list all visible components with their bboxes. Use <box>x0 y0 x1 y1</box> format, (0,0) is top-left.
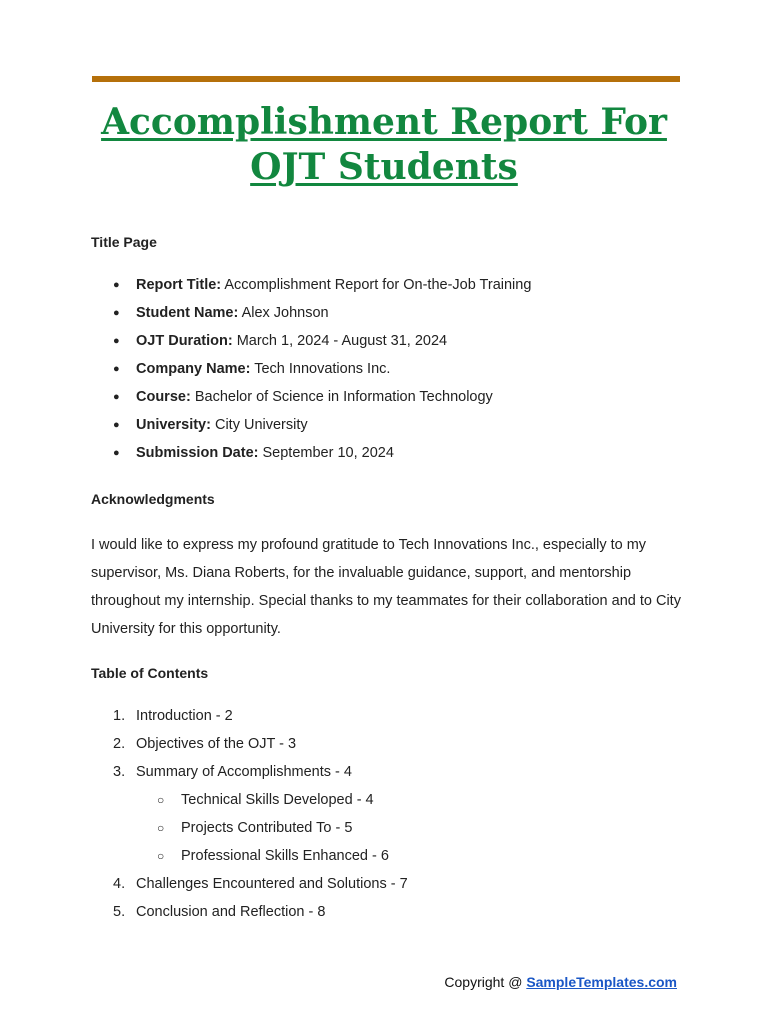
list-item <box>91 299 531 327</box>
toc-subentry <box>91 842 408 870</box>
toc-subentry <box>91 814 408 842</box>
title-page-heading: Title Page <box>91 234 157 250</box>
field-value: Tech Innovations Inc. <box>254 361 391 377</box>
document-title: Accomplishment Report For OJT Students <box>101 101 667 188</box>
field-label: University: <box>136 417 211 433</box>
sampletemplates-link[interactable]: SampleTemplates.com <box>526 974 677 990</box>
list-item <box>91 383 531 411</box>
circle-bullet-icon: ○ <box>157 793 165 807</box>
toc-entry <box>91 898 408 926</box>
toc-number: 1. <box>113 708 126 724</box>
toc-heading: Table of Contents <box>91 665 209 681</box>
acknowledgments-heading: Acknowledgments <box>91 491 215 507</box>
toc-entry-text: Challenges Encountered and Solutions - 7 <box>136 876 408 892</box>
field-label: Company Name: <box>136 361 251 377</box>
copyright-footer <box>444 973 677 991</box>
list-item <box>91 439 531 467</box>
field-value: Bachelor of Science in Information Technology <box>194 389 493 405</box>
toc-number: 3. <box>113 764 126 780</box>
toc-entry-text: Technical Skills Developed - 4 <box>181 792 374 808</box>
toc-entry-text: Objectives of the OJT - 3 <box>136 736 297 752</box>
toc-number: 2. <box>113 736 126 752</box>
list-item <box>91 411 531 439</box>
field-value: September 10, 2024 <box>262 445 394 461</box>
circle-bullet-icon: ○ <box>157 821 165 835</box>
list-item <box>91 271 531 299</box>
toc-entry-text: Conclusion and Reflection - 8 <box>136 904 326 920</box>
field-label: Submission Date: <box>136 445 259 461</box>
field-value: March 1, 2024 - August 31, 2024 <box>236 333 448 349</box>
field-label: Student Name: <box>136 305 239 321</box>
toc-entry-text: Summary of Accomplishments - 4 <box>136 764 352 780</box>
table-of-contents <box>91 702 408 926</box>
field-value: Accomplishment Report for On-the-Job Training <box>224 277 532 293</box>
toc-entry <box>91 702 408 730</box>
acknowledgments-text: I would like to express my profound gratitude to Tech Innovations Inc., especially to my supervisor, Ms. Diana Roberts, for the invaluable guidance, support, and mentorship throughout my internship. Special thanks to my teammates for their collaboration and to City University for this opportunity. <box>91 537 681 637</box>
toc-entry <box>91 730 408 758</box>
field-value: Alex Johnson <box>241 305 329 321</box>
field-label: OJT Duration: <box>136 333 233 349</box>
circle-bullet-icon: ○ <box>157 849 165 863</box>
toc-entry <box>91 870 408 898</box>
list-item <box>91 327 531 355</box>
copyright-text: Copyright @ <box>444 974 527 990</box>
top-divider <box>92 76 680 82</box>
list-item <box>91 355 531 383</box>
toc-subentry <box>91 786 408 814</box>
field-label: Report Title: <box>136 277 222 293</box>
title-page-list <box>91 271 531 467</box>
toc-entry-text: Introduction - 2 <box>136 708 233 724</box>
field-value: City University <box>214 417 308 433</box>
toc-entry <box>91 758 408 786</box>
toc-number: 5. <box>113 904 126 920</box>
toc-entry-text: Projects Contributed To - 5 <box>181 820 353 836</box>
field-label: Course: <box>136 389 191 405</box>
toc-entry-text: Professional Skills Enhanced - 6 <box>181 848 389 864</box>
toc-number: 4. <box>113 876 126 892</box>
